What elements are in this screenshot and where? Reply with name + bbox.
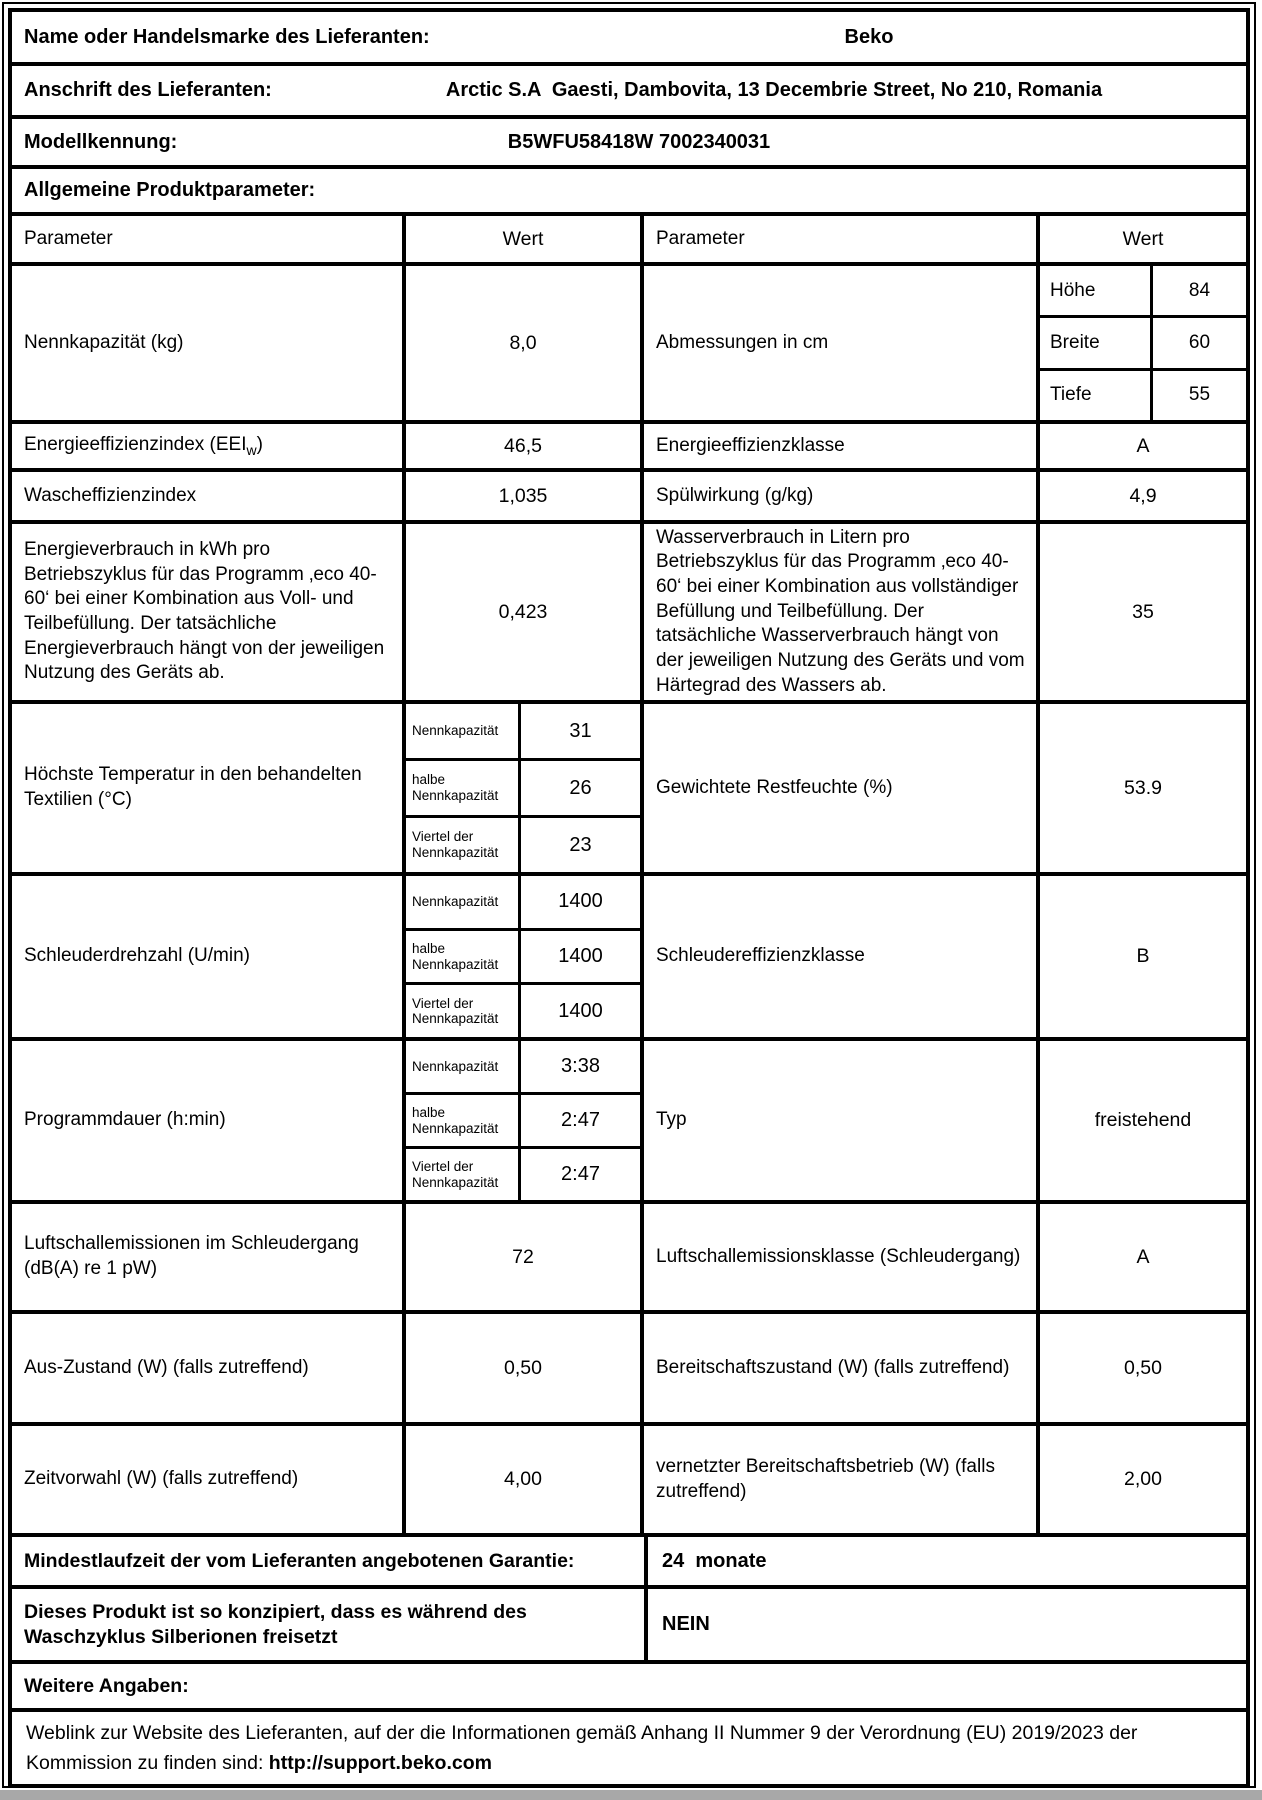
col-header-wert-1: Wert	[402, 216, 640, 262]
capacity-value: 8,0	[402, 266, 640, 420]
silver-ions-row	[12, 1585, 1246, 1660]
model-label: Modellkennung:	[24, 130, 178, 153]
spin-quarter-label: Viertel der Nennkapazität	[412, 995, 499, 1027]
spin-half-value: 1400	[518, 931, 640, 983]
noise-row	[12, 1200, 1246, 1310]
section-title: Allgemeine Produktparameter:	[24, 179, 316, 201]
off-mode-label: Aus-Zustand (W) (falls zutreffend)	[24, 1356, 309, 1378]
duration-rated-row	[406, 1041, 640, 1092]
temp-rated-row	[406, 704, 640, 758]
noise-value: 72	[402, 1204, 640, 1310]
dimension-height-value: 84	[1150, 266, 1246, 315]
temp-quarter-label: Viertel der Nennkapazität	[412, 829, 499, 860]
duration-rated-label: Nennkapazität	[412, 1058, 499, 1074]
programme-duration-label: Programmdauer (h:min)	[24, 1109, 226, 1131]
duration-half-label: halbe Nennkapazität	[412, 1104, 499, 1136]
type-label: Typ	[640, 1041, 1036, 1200]
supplier-name-label: Name oder Handelsmarke des Lieferanten:	[24, 25, 430, 48]
residual-moisture-value: 53.9	[1036, 704, 1246, 872]
further-info-row	[12, 1660, 1246, 1708]
temp-half-value: 26	[518, 761, 640, 815]
supplier-address-label: Anschrift des Lieferanten:	[24, 79, 272, 101]
duration-quarter-label: Viertel der Nennkapazität	[412, 1158, 499, 1190]
energy-class-label: Energieeffizienzklasse	[640, 424, 1036, 468]
spin-speed-row	[12, 872, 1246, 1037]
delay-start-label: Zeitvorwahl (W) (falls zutreffend)	[24, 1468, 299, 1490]
col-header-wert-2: Wert	[1036, 216, 1246, 262]
dimension-depth-label: Tiefe	[1050, 384, 1092, 406]
eei-row	[12, 420, 1246, 468]
spin-half-row	[406, 928, 640, 983]
rinse-effect-value: 4,9	[1036, 472, 1246, 520]
duration-half-value: 2:47	[518, 1095, 640, 1146]
eei-subscript: w	[246, 441, 257, 458]
section-title-row	[12, 165, 1246, 212]
spin-rated-value: 1400	[518, 876, 640, 928]
col-header-parameter-1: Parameter	[24, 227, 113, 249]
capacity-dimensions-row	[12, 262, 1246, 420]
product-datasheet	[8, 8, 1250, 1788]
supplier-address-value: Arctic S.A Gaesti, Dambovita, 13 Decembrie Street, No 210, Romania	[445, 79, 1103, 101]
weblink-text: Weblink zur Website des Lieferanten, auf der die Informationen gemäß Anhang II Nummer 9 der Verordnung (EU) 2019/2023 der Kommission zu finden sind:	[26, 1721, 1138, 1774]
supplier-address-row	[12, 62, 1246, 115]
warranty-value: 24 monate	[644, 1537, 1246, 1585]
further-info-label: Weitere Angaben:	[24, 1674, 189, 1697]
column-header-row	[12, 212, 1246, 262]
duration-quarter-value: 2:47	[518, 1149, 640, 1200]
max-temperature-label: Höchste Temperatur in den behandelten Textilien (°C)	[24, 764, 362, 810]
dimension-depth-row	[1040, 368, 1246, 420]
temp-half-label: halbe Nennkapazität	[412, 772, 499, 803]
off-mode-value: 0,50	[402, 1314, 640, 1422]
programme-duration-subtable	[402, 1041, 640, 1200]
warranty-label: Mindestlaufzeit der vom Lieferanten angebotenen Garantie:	[24, 1549, 575, 1572]
delay-start-value: 4,00	[402, 1426, 640, 1533]
dimension-height-row	[1040, 266, 1246, 315]
residual-moisture-label: Gewichtete Restfeuchte (%)	[640, 704, 1036, 872]
networked-standby-label: vernetzter Bereitschaftsbetrieb (W) (falls zutreffend)	[640, 1426, 1036, 1533]
noise-class-label: Luftschallemissionsklasse (Schleudergang)	[640, 1204, 1036, 1310]
spin-rated-label: Nennkapazität	[412, 894, 499, 910]
temp-quarter-value: 23	[518, 818, 640, 872]
spin-speed-label: Schleuderdrehzahl (U/min)	[24, 945, 250, 967]
delay-start-row	[12, 1422, 1246, 1533]
model-value: B5WFU58418W 7002340031	[507, 130, 771, 153]
rinse-effect-label: Spülwirkung (g/kg)	[640, 472, 1036, 520]
programme-duration-row	[12, 1037, 1246, 1200]
supplier-name-value: Beko	[844, 25, 894, 48]
weblink-url[interactable]: http://support.beko.com	[268, 1752, 492, 1774]
noise-label: Luftschallemissionen im Schleudergang (dB(A) re 1 pW)	[24, 1233, 359, 1279]
eei-label: Energieeffizienzindex $(EEI_w)$	[24, 434, 263, 458]
networked-standby-value: 2,00	[1036, 1426, 1246, 1533]
duration-half-row	[406, 1092, 640, 1146]
water-consumption-value: 35	[1036, 524, 1246, 700]
max-temperature-subtable	[402, 704, 640, 872]
wash-efficiency-label: Wascheffizienzindex	[24, 484, 197, 506]
dimension-depth-value: 55	[1150, 371, 1246, 420]
type-value: freistehend	[1036, 1041, 1246, 1200]
max-temperature-row	[12, 700, 1246, 872]
eei-value: 46,5	[402, 424, 640, 468]
warranty-row	[12, 1533, 1246, 1585]
dimensions-subtable	[1036, 266, 1246, 420]
spin-quarter-row	[406, 982, 640, 1037]
temp-rated-value: 31	[518, 704, 640, 758]
dimension-width-label: Breite	[1050, 332, 1100, 354]
weblink-paragraph	[12, 1710, 1246, 1786]
standby-label: Bereitschaftszustand (W) (falls zutreffend)	[640, 1314, 1036, 1422]
supplier-name-row	[12, 12, 1246, 62]
wash-efficiency-value: 1,035	[402, 472, 640, 520]
spin-speed-subtable	[402, 876, 640, 1037]
model-row	[12, 115, 1246, 165]
spin-class-value: B	[1036, 876, 1246, 1037]
dimensions-label: Abmessungen in cm	[640, 266, 1036, 420]
energy-consumption-value: 0,423	[402, 524, 640, 700]
temp-quarter-row	[406, 815, 640, 872]
col-header-parameter-2: Parameter	[640, 216, 1036, 262]
dimension-width-value: 60	[1150, 318, 1246, 367]
duration-quarter-row	[406, 1146, 640, 1200]
weblink-row	[12, 1708, 1246, 1784]
page-bottom-edge	[0, 1790, 1262, 1800]
spin-rated-row	[406, 876, 640, 928]
spin-class-label: Schleudereffizienzklasse	[640, 876, 1036, 1037]
water-consumption-label: Wasserverbrauch in Litern pro Betriebszyklus für das Programm ‚eco 40-60‘ bei einer Kombination aus vollständiger Befüllung und Teilbefüllung. Der tatsächliche Wasserverbrauch hängt von der jeweiligen Nutzung des Geräts und vom Härtegrad des Wassers ab.	[640, 524, 1036, 700]
noise-class-value: A	[1036, 1204, 1246, 1310]
temp-rated-label: Nennkapazität	[412, 723, 499, 739]
energy-class-value: A	[1036, 424, 1246, 468]
dimension-width-row	[1040, 315, 1246, 367]
dimension-height-label: Höhe	[1050, 279, 1096, 301]
wash-efficiency-row	[12, 468, 1246, 520]
consumption-row	[12, 520, 1246, 700]
capacity-label: Nennkapazität (kg)	[24, 331, 184, 353]
temp-half-row	[406, 758, 640, 815]
energy-consumption-label: Energieverbrauch in kWh pro Betriebszyklus für das Programm ‚eco 40-60‘ bei einer Kombination aus Voll- und Teilbefüllung. Der tatsächliche Energieverbrauch hängt von der jeweiligen Nutzung des Geräts ab.	[24, 538, 385, 684]
datasheet-page	[2, 2, 1256, 1788]
duration-rated-value: 3:38	[518, 1041, 640, 1092]
silver-ions-label: Dieses Produkt ist so konzipiert, dass es während des Waschzyklus Silberionen freisetzt	[24, 1601, 527, 1648]
standby-value: 0,50	[1036, 1314, 1246, 1422]
off-mode-row	[12, 1310, 1246, 1422]
silver-ions-value: NEIN	[644, 1589, 1246, 1660]
spin-quarter-value: 1400	[518, 985, 640, 1037]
spin-half-label: halbe Nennkapazität	[412, 940, 499, 972]
